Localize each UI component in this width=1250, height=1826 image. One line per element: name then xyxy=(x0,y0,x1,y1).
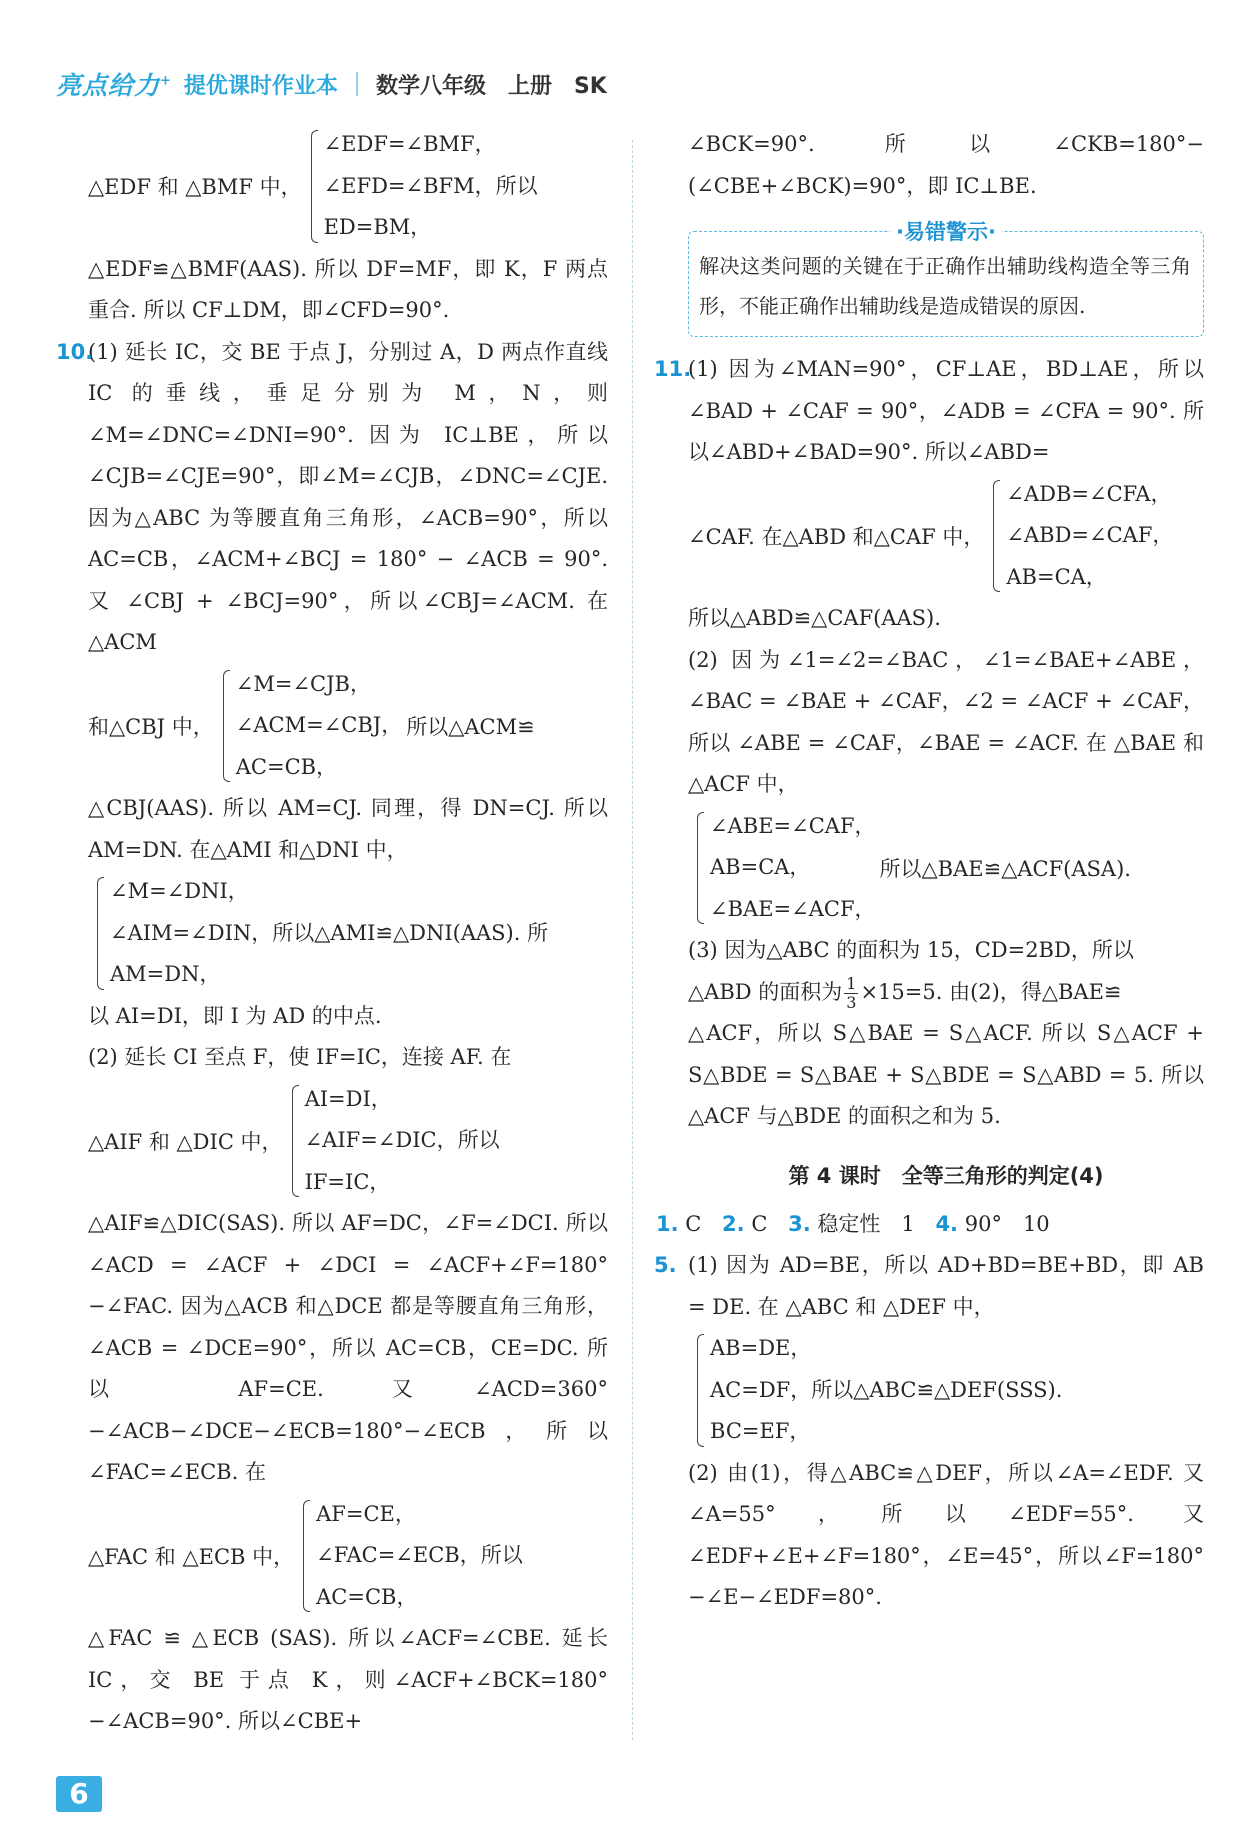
column-divider xyxy=(632,140,633,1740)
equation-system: ∠ABE=∠CAF， AB=CA， ∠BAE=∠ACF， 所以△BAE≌△ACF(ASA). xyxy=(688,806,1204,931)
equation-system: △AIF 和 △DIC 中， AI=DI， ∠AIF=∠DIC，所以 IF=IC， xyxy=(88,1079,608,1204)
fraction: $\frac{1}{3}$ xyxy=(846,973,857,1012)
text-paragraph: (1) 延长 IC，交 BE 于点 J，分别过 A，D 两点作直线 IC 的垂线，垂足分别为 M，N，则∠M=∠DNC=∠DNI=90°. 因为 IC⊥BE，所以∠CJB=∠CJE=90°，即∠M=∠CJB，∠DNC=∠CJE. 因为△ABC 为等腰直角三角形，∠ACB=90°，所以 AC=CB，∠ACM+∠BCJ = 180° − ∠ACB = 90°. 又 ∠CBJ + ∠BCJ=90°，所以∠CBJ=∠ACM. 在△ACM xyxy=(88,339,608,654)
text-paragraph: △CBJ(AAS). 所以 AM=CJ. 同理，得 DN=CJ. 所以 AM=DN. 在△AMI 和△DNI 中， xyxy=(88,796,608,862)
equation-system: ∠CAF. 在△ABD 和△CAF 中， ∠ADB=∠CFA， ∠ABD=∠CAF， AB=CA， xyxy=(688,474,1204,599)
brand-logo: 亮点给力+ xyxy=(56,71,172,100)
equation-system: ∠M=∠DNI， ∠AIM=∠DIN，所以△AMI≌△DNI(AAS). 所 AM=DN， xyxy=(88,871,608,996)
warning-box xyxy=(688,220,1204,337)
text-paragraph: △AIF≌△DIC(SAS). 所以 AF=DC，∠F=∠DCI. 所以 ∠ACD = ∠ACF + ∠DCI = ∠ACF+∠F=180°−∠FAC. 因为△ACB 和△DCE 都是等腰直角三角形，∠ACB = ∠DCE=90°，所以 AC=CB，CE=DC. 所以 AF=CE. 又∠ACD=360°−∠ACB−∠DCE−∠ECB=180°−∠ECB，所以∠FAC=∠ECB. 在 xyxy=(88,1211,608,1484)
brace-icon xyxy=(306,130,318,243)
answer-list xyxy=(656,1204,1204,1246)
text-paragraph: △EDF≌△BMF(AAS). 所以 DF=MF，即 K，F 两点重合. 所以 CF⊥DM，即∠CFD=90°. xyxy=(88,256,608,322)
answer-item: 1. C xyxy=(656,1211,702,1236)
equation-system: △FAC 和 △ECB 中， AF=CE， ∠FAC=∠ECB，所以 AC=CB， xyxy=(88,1494,608,1619)
question-number: 11. xyxy=(654,357,692,381)
brace-icon xyxy=(218,670,230,783)
text-paragraph: 以 AI=DI，即 I 为 AD 的中点. xyxy=(88,1003,382,1028)
answer-item: 2. C xyxy=(722,1211,768,1236)
page-header xyxy=(56,62,607,106)
text-paragraph: (1) 因为 AD=BE，所以 AD+BD=BE+BD，即 AB = DE. 在 △ABC 和 △DEF 中， xyxy=(688,1253,1204,1319)
text-paragraph: (2) 由(1)，得△ABC≌△DEF，所以∠A=∠EDF. 又∠A=55°，所以∠EDF=55°. 又∠EDF+∠E+∠F=180°，∠E=45°，所以∠F=180°−∠E−∠EDF=80°. xyxy=(688,1460,1204,1609)
brace-icon xyxy=(692,812,704,925)
text-paragraph: (2) 因为∠1=∠2=∠BAC，∠1=∠BAE+∠ABE，∠BAC = ∠BAE + ∠CAF，∠2 = ∠ACF + ∠CAF，所以 ∠ABE = ∠CAF，∠BAE = ∠ACF. 在 △BAE 和 △ACF 中， xyxy=(688,647,1204,796)
question-10 xyxy=(56,332,608,1743)
page-number: 6 xyxy=(56,1776,102,1812)
equation-system: AB=DE， AC=DF，所以△ABC≌△DEF(SSS). BC=EF， xyxy=(688,1328,1204,1453)
text-paragraph: △FAC ≌ △ECB (SAS). 所以∠ACF=∠CBE. 延长 IC，交 BE 于点 K，则∠ACF+∠BCK=180°−∠ACB=90°. 所以∠CBE+ xyxy=(88,1626,608,1733)
brace-icon xyxy=(988,480,1000,593)
course-label: 数学八年级 上册 SK xyxy=(375,73,607,99)
answer-item: 4. 90° 10 xyxy=(935,1211,1050,1236)
question-number: 5. xyxy=(654,1253,677,1277)
question-number: 10. xyxy=(56,339,94,364)
text-paragraph: ∠BCK=90°. 所以∠CKB=180°−(∠CBE+∠BCK)=90°，即 IC⊥BE. xyxy=(688,132,1204,198)
brace-icon xyxy=(287,1085,299,1198)
brace-icon xyxy=(92,877,104,990)
equation-system: △EDF 和 △BMF 中， ∠EDF=∠BMF， ∠EFD=∠BFM，所以 ED=BM， xyxy=(88,124,608,249)
question-11 xyxy=(654,349,1204,1138)
left-column xyxy=(56,124,608,1743)
brace-icon xyxy=(692,1334,704,1447)
text-paragraph: (2) 延长 CI 至点 F，使 IF=IC，连接 AF. 在 xyxy=(88,1045,512,1069)
book-subtitle: 提优课时作业本 xyxy=(183,73,338,99)
answer-item: 3. 稳定性 1 xyxy=(788,1211,915,1236)
brace-icon xyxy=(298,1500,310,1613)
text-paragraph: (1) 因为∠MAN=90°，CF⊥AE，BD⊥AE，所以∠BAD + ∠CAF = 90°，∠ADB = ∠CFA = 90°. 所以∠ABD+∠BAD=90°. 所以∠ABD= xyxy=(688,357,1204,464)
text-paragraph: △ABD 的面积为 $\frac{1}{3}$ ×15=5. 由(2)，得△BAE≌ xyxy=(688,973,1122,1012)
warning-text: 解决这类问题的关键在于正确作出辅助线构造全等三角形，不能正确作出辅助线是造成错误的原因. xyxy=(699,254,1191,318)
equation-system: 和△CBJ 中， ∠M=∠CJB， ∠ACM=∠CBJ， AC=CB， 所以△ACM≌ xyxy=(88,664,608,789)
warning-title: ·易错警示· xyxy=(890,216,1002,246)
text-paragraph: 所以△ABD≌△CAF(AAS). xyxy=(688,606,941,630)
text-paragraph: (3) 因为△ABC 的面积为 15，CD=2BD，所以 xyxy=(688,938,1134,962)
right-column xyxy=(654,124,1204,1619)
text-paragraph: △ACF，所以 S△BAE = S△ACF. 所以 S△ACF + S△BDE = S△BAE + S△BDE = S△ABD = 5. 所以△ACF 与△BDE 的面积之和为 5. xyxy=(688,1021,1204,1128)
section-title: 第 4 课时 全等三角形的判定(4) xyxy=(788,1163,1104,1188)
question-5 xyxy=(654,1245,1204,1619)
header-divider xyxy=(356,72,358,96)
